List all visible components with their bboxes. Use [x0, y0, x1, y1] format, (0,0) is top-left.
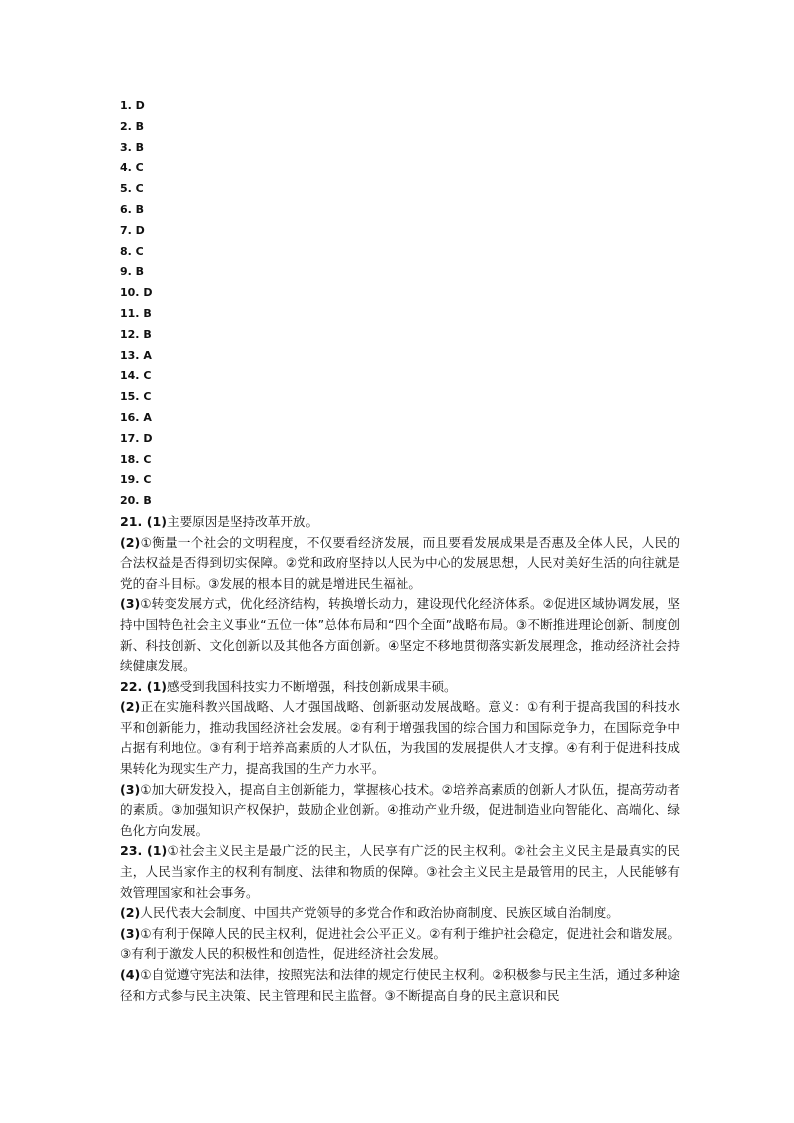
answer-text: ①衡量一个社会的文明程度，不仅要看经济发展，而且要看发展成果是否惠及全体人民，人民的合法权益是否得到切实保障。②党和政府坚持以人民为中心的发展思想，人民对美好生活的向往就是党的奋斗目标。③发展的根本目的就是增进民生福祉。: [120, 534, 680, 591]
answer-paragraph: [120, 841, 680, 903]
answer-paragraph: [120, 533, 680, 595]
answer-paragraph: [120, 965, 680, 1006]
question-number: 22. (1): [120, 678, 167, 694]
answer-line: 18. C: [120, 452, 152, 466]
question-number: 23. (1): [120, 843, 168, 859]
answer-text: ①加大研发投入，提高自主创新能力，掌握核心技术。②培养高素质的创新人才队伍，提高劳动者的素质。③加强知识产权保护，鼓励企业创新。④推动产业升级，促进制造业向智能化、高端化、绿色化方向发展。: [120, 781, 680, 838]
answer-line: 16. A: [120, 410, 152, 424]
answer-line: 3. B: [120, 140, 145, 154]
answer-line: 4. C: [120, 161, 144, 175]
question-number: 21. (1): [120, 513, 167, 529]
answer-text: 感受到我国科技实力不断增强，科技创新成果丰硕。: [166, 678, 457, 694]
answer-text: 正在实施科教兴国战略、人才强国战略、创新驱动发展战略。意义：①有利于提高我国的科技水平和创新能力，推动我国经济社会发展。②有利于增强我国的综合国力和国际竞争力，在国际竞争中占据有利地位。③有利于培养高素质的人才队伍，为我国的发展提供人才支撑。④有利于促进科技成果转化为现实生产力，提高我国的生产力水平。: [120, 699, 680, 777]
answer-line: 9. B: [120, 265, 145, 279]
question-number: (2): [120, 534, 141, 550]
question-number: (3): [120, 925, 141, 941]
answer-paragraph: [120, 594, 680, 676]
answer-line: 20. B: [120, 494, 152, 508]
answer-line: 12. B: [120, 327, 152, 341]
answer-line: 17. D: [120, 431, 153, 445]
answer-text: 主要原因是坚持改革开放。: [166, 513, 319, 529]
answer-paragraph: [120, 512, 680, 533]
subjective-answers: [120, 512, 680, 1006]
question-number: (2): [120, 905, 141, 921]
answer-line: 6. B: [120, 202, 145, 216]
answer-key: [120, 96, 680, 1006]
answer-line: 14. C: [120, 369, 152, 383]
answer-paragraph: [120, 677, 680, 698]
question-number: (3): [120, 781, 141, 797]
question-number: (4): [120, 967, 141, 982]
multiple-choice-answers: [120, 96, 680, 512]
answer-text: 人民代表大会制度、中国共产党领导的多党合作和政治协商制度、民族区域自治制度。: [140, 905, 619, 921]
answer-paragraph: [120, 780, 680, 842]
answer-line: 10. D: [120, 286, 153, 300]
question-number: (2): [120, 699, 141, 715]
answer-line: 15. C: [120, 390, 152, 404]
answer-paragraph: [120, 924, 680, 965]
answer-line: 13. A: [120, 348, 152, 362]
question-number: (3): [120, 596, 141, 612]
answer-line: 11. B: [120, 306, 152, 320]
answer-line: 5. C: [120, 182, 144, 196]
answer-line: 2. B: [120, 119, 145, 133]
answer-paragraph: [120, 697, 680, 779]
answer-paragraph: [120, 903, 680, 924]
answer-line: 8. C: [120, 244, 144, 258]
answer-text: ①社会主义民主是最广泛的民主，人民享有广泛的民主权利。②社会主义民主是最真实的民主，人民当家作主的权利有制度、法律和物质的保障。③社会主义民主是最管用的民主，人民能够有效管理国家和社会事务。: [120, 843, 680, 900]
answer-line: 1. D: [120, 99, 145, 112]
answer-line: 7. D: [120, 223, 145, 237]
answer-text: ①转变发展方式，优化经济结构，转换增长动力，建设现代化经济体系。②促进区域协调发展，坚持中国特色社会主义事业“五位一体”总体布局和“四个全面”战略布局。③不断推进理论创新、制度创新、科技创新、文化创新以及其他各方面创新。④坚定不移地贯彻落实新发展理念，推动经济社会持续健康发展。: [120, 596, 680, 674]
answer-line: 19. C: [120, 473, 152, 487]
answer-text: ①有利于保障人民的民主权利，促进社会公平正义。②有利于维护社会稳定，促进社会和谐发展。③有利于激发人民的积极性和创造性，促进经济社会发展。: [120, 925, 680, 962]
answer-text: ①自觉遵守宪法和法律，按照宪法和法律的规定行使民主权利。②积极参与民主生活，通过多种途径和方式参与民主决策、民主管理和民主监督。③不断提高自身的民主意识和民: [120, 967, 680, 1003]
